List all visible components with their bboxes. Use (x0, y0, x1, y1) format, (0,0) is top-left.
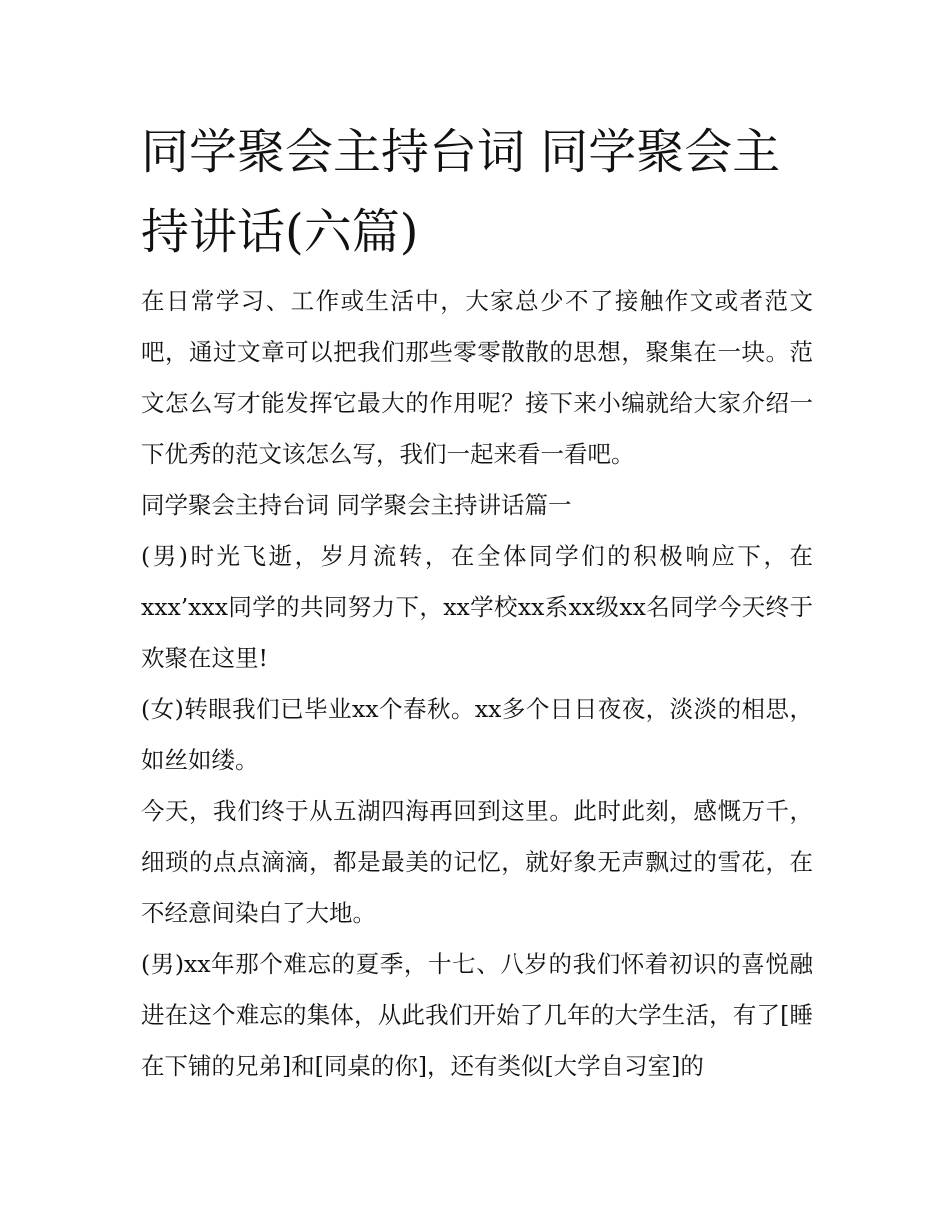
document-body (141, 112, 813, 1092)
paragraph-male-2: (男)xx年那个难忘的夏季，十七、八岁的我们怀着初识的喜悦融进在这个难忘的集体，从此我们开始了几年的大学生活，有了[睡在下铺的兄弟]和[同桌的你]，还有类似[大学自习室]的 (141, 950, 813, 1080)
section-heading: 同学聚会主持台词 同学聚会主持讲话篇一 (141, 491, 572, 519)
paragraph-male-1: (男)时光飞逝，岁月流转，在全体同学们的积极响应下，在xxx’xxx同学的共同努力下，xx学校xx系xx级xx名同学今天终于欢聚在这里! (141, 542, 813, 672)
intro-paragraph: 在日常学习、工作或生活中，大家总少不了接触作文或者范文吧，通过文章可以把我们那些零零散散的思想，聚集在一块。范文怎么写才能发挥它最大的作用呢？接下来小编就给大家介绍一下优秀的范文该怎么写，我们一起来看一看吧。 (141, 287, 813, 468)
document-title: 同学聚会主持台词 同学聚会主持讲话(六篇) (141, 124, 781, 260)
paragraph-female-1: (女)转眼我们已毕业xx个春秋。xx多个日日夜夜，淡淡的相思，如丝如缕。 (141, 695, 813, 774)
paragraph-today: 今天，我们终于从五湖四海再回到这里。此时此刻，感慨万千，细琐的点点滴滴，都是最美的记忆，就好象无声飘过的雪花，在不经意间染白了大地。 (141, 797, 813, 927)
